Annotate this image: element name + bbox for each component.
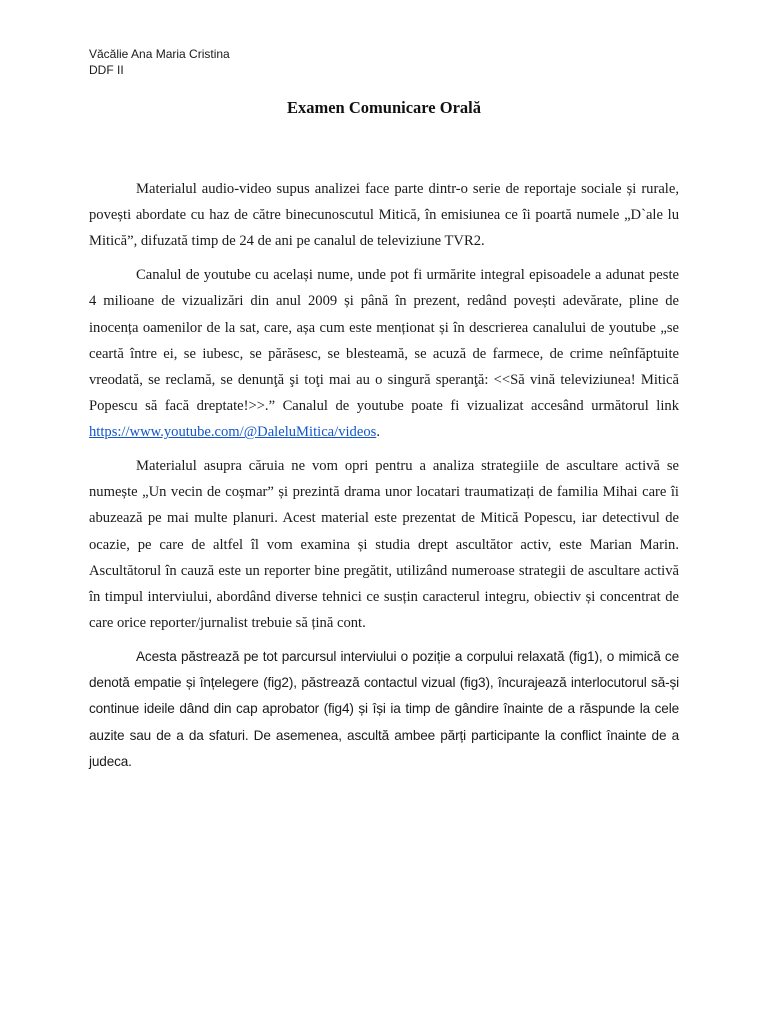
paragraph-3: Materialul asupra căruia ne vom opri pentru a analiza strategiile de ascultare activă se numește „Un vecin de coșmar” și prezintă drama unor locatari traumatizați de familia Mihai care îi abuzează pe mai multe planuri. Acest material este prezentat de Mitică Popescu, iar detectivul de ocazie, pe care de altfel îl vom examina și studia drept ascultător activ, este Marian Marin. Ascultătorul în cauză este un reporter bine pregătit, utilizând numeroase strategii de ascultare activă în timpul interviului, abordând diverse tehnici ce susțin caracterul integru, obiectiv și concentrat de care orice reporter/jurnalist trebuie să țină cont. <box>89 458 679 632</box>
author-group: DDF II <box>89 63 124 77</box>
paragraph-2-end: . <box>376 424 380 441</box>
paragraph-1: Materialul audio-video supus analizei face parte dintr-o serie de reportaje sociale și rurale, povești abordate cu haz de către binecunoscutul Mitică, în emisiunea ce îi poartă numele „D`ale lu Mitică”, difuzată timp de 24 de ani pe canalul de televiziune TVR2. <box>89 181 679 250</box>
document-title: Examen Comunicare Orală <box>286 98 481 117</box>
paragraph-2 <box>89 262 679 445</box>
author-name: Văcălie Ana Maria Cristina <box>89 47 230 61</box>
paragraph-4: Acesta păstrează pe tot parcursul interviului o poziție a corpului relaxată (fig1), o mimică ce denotă empatie și înțelegere (fig2), păstrează contactul vizual (fig3), încurajează interlocutorul să-și continue ideile dând din cap aprobator (fig4) și își ia timp de gândire înainte de a răspunde la cele auzite sau de a da sfaturi. De asemenea, ascultă ambee părți participante la conflict înainte de a judeca. <box>89 648 679 769</box>
document-body <box>89 176 679 782</box>
paragraph-2-text: Canalul de youtube cu același nume, unde pot fi urmărite integral episoadele a adunat peste 4 milioane de vizualizări din anul 2009 și până în prezent, redând povești adevărate, pline de inocența oamenilor de la sat, care, așa cum este menționat și în descrierea canalului de youtube „se ceartă între ei, se iubesc, se părăsesc, se blesteamă, se acuză de farmece, de crime neînfăptuite vreodată, se reclamă, se denunţă şi toţi mai au o singură speranţă: <<Să vină televiziunea! Mitică Popescu să facă dreptate!>>.” Canalul de youtube poate fi vizualizat accesând următorul link <box>89 267 679 415</box>
youtube-channel-link[interactable]: https://www.youtube.com/@DaleluMitica/videos <box>89 424 377 441</box>
author-block <box>89 46 230 78</box>
